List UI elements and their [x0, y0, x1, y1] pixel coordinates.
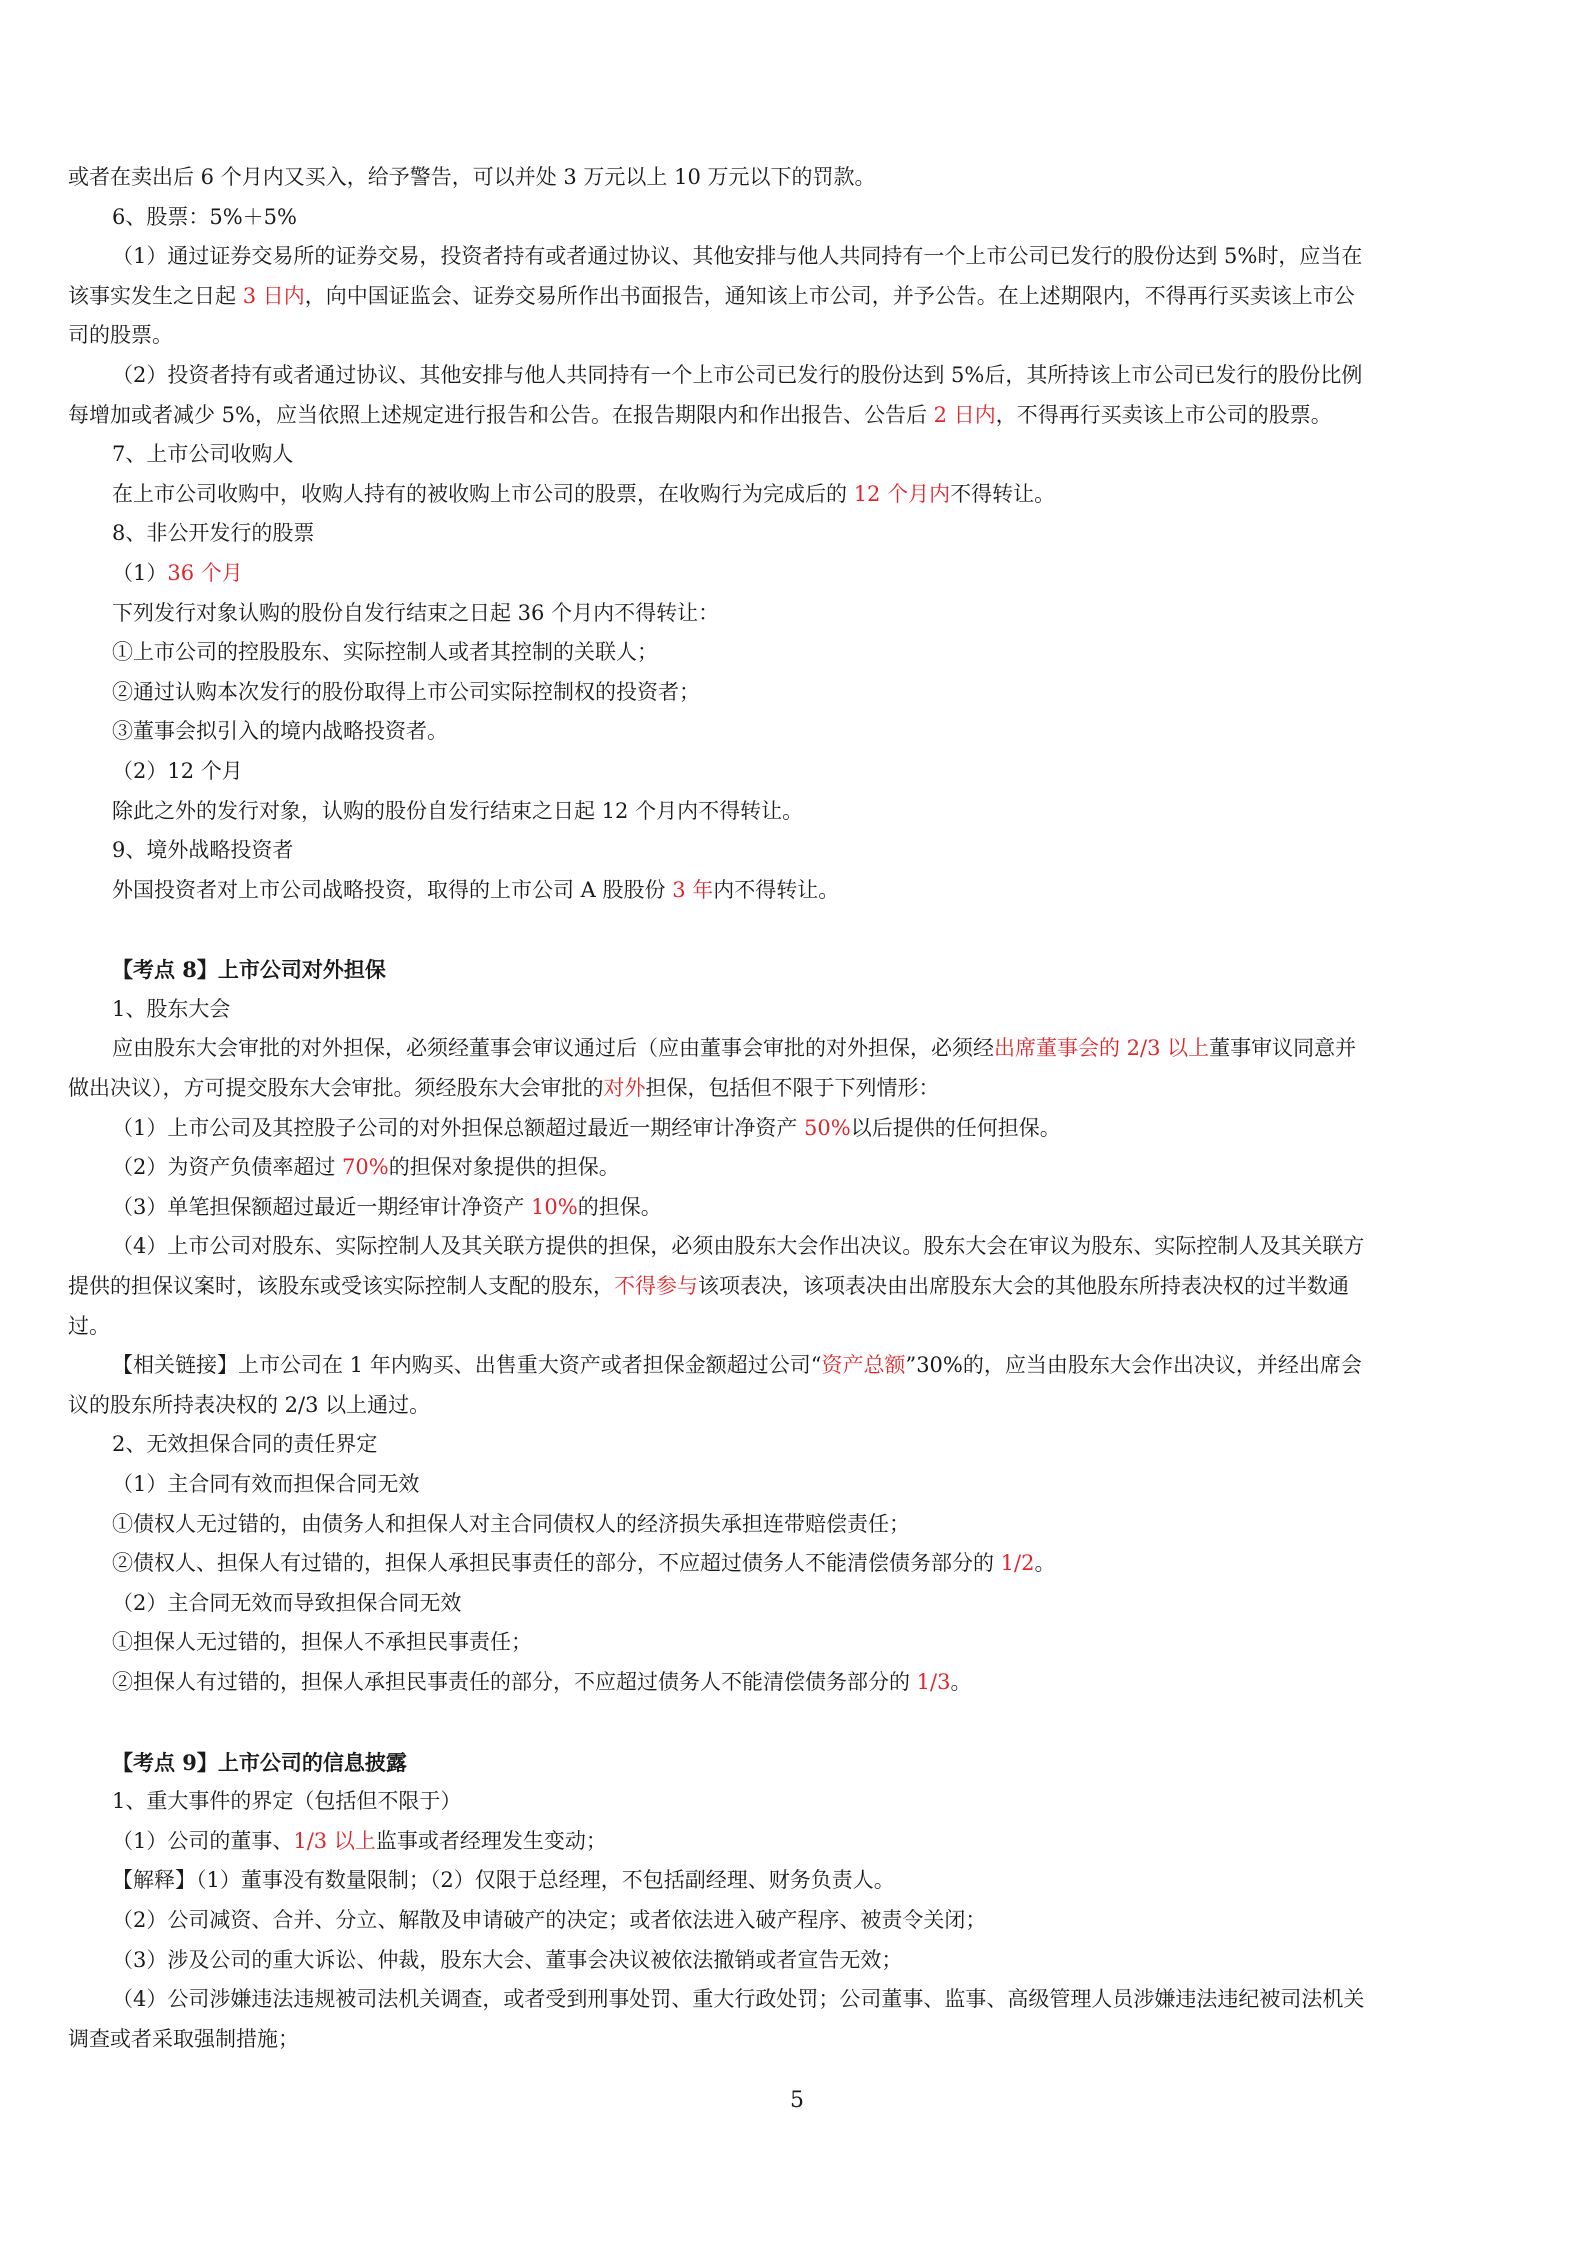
text-line — [68, 1109, 1528, 1149]
text-line — [68, 1861, 1528, 1901]
text-line — [68, 1505, 1528, 1545]
text-segment: 1、重大事件的界定（包括但不限于） — [112, 1789, 462, 1814]
highlighted-text: 50% — [804, 1115, 851, 1140]
text-line — [68, 1148, 1528, 1188]
text-segment: 除此之外的发行对象，认购的股份自发行结束之日起 12 个月内不得转让。 — [112, 798, 804, 823]
text-line — [68, 1346, 1528, 1386]
text-line — [68, 1980, 1528, 2020]
text-segment: ②担保人有过错的，担保人承担民事责任的部分，不应超过债务人不能清偿债务部分的 — [112, 1669, 917, 1694]
text-line — [68, 396, 1528, 436]
text-segment: 。 — [950, 1669, 972, 1694]
text-segment: 【相关链接】上市公司在 1 年内购买、出售重大资产或者担保金额超过公司“ — [112, 1353, 822, 1378]
text-line — [68, 1029, 1528, 1069]
text-segment: （1）通过证券交易所的证券交易，投资者持有或者通过协议、其他安排与他人共同持有一个上市公司已发行的股份达到 5%时，应当在 — [112, 244, 1363, 269]
text-segment: 应由股东大会审批的对外担保，必须经董事会审议通过后（应由董事会审批的对外担保，必须经 — [112, 1036, 994, 1061]
text-line — [68, 1227, 1528, 1267]
text-segment: ①担保人无过错的，担保人不承担民事责任； — [112, 1630, 532, 1655]
text-line — [68, 792, 1528, 832]
text-line — [68, 1544, 1528, 1584]
text-segment: 内不得转让。 — [713, 877, 840, 902]
text-segment: 监事或者经理发生变动； — [375, 1828, 607, 1853]
text-segment: （1）上市公司及其控股子公司的对外担保总额超过最近一期经审计净资产 — [112, 1115, 805, 1140]
text-line — [68, 1069, 1528, 1109]
text-segment: （2）投资者持有或者通过协议、其他安排与他人共同持有一个上市公司已发行的股份达到 5%后，其所持该上市公司已发行的股份比例 — [112, 362, 1363, 387]
text-line — [68, 1941, 1528, 1981]
text-segment: （2）主合同无效而导致担保合同无效 — [112, 1590, 462, 1615]
text-segment: 过。 — [68, 1313, 110, 1338]
text-segment: ②债权人、担保人有过错的，担保人承担民事责任的部分，不应超过债务人不能清偿债务部分的 — [112, 1551, 1001, 1576]
text-line — [68, 1425, 1528, 1465]
text-line — [68, 831, 1528, 871]
text-line — [68, 1267, 1528, 1307]
text-line — [68, 1623, 1528, 1663]
text-line — [68, 514, 1528, 554]
text-line — [68, 1465, 1528, 1505]
highlighted-text: 出席董事会的 2/3 以上 — [994, 1036, 1210, 1061]
text-segment: 以后提供的任何担保。 — [850, 1115, 1061, 1140]
text-segment: 7、上市公司收购人 — [112, 442, 294, 467]
highlighted-text: 70% — [342, 1155, 389, 1180]
highlighted-text: 36 个月 — [167, 560, 243, 585]
text-segment: （1） — [112, 560, 168, 585]
text-segment: 调查或者采取强制措施； — [68, 2026, 299, 2051]
section-heading — [68, 950, 1528, 990]
section-heading — [68, 1743, 1528, 1783]
text-segment: ①债权人无过错的，由债务人和担保人对主合同债权人的经济损失承担连带赔偿责任； — [112, 1511, 910, 1536]
text-segment: （4）公司涉嫌违法违规被司法机关调查，或者受到刑事处罚、重大行政处罚；公司董事、监事、高级管理人员涉嫌违法违纪被司法机关 — [112, 1987, 1365, 2012]
text-segment: 8、非公开发行的股票 — [112, 521, 315, 546]
text-line — [68, 990, 1528, 1030]
text-segment: （2）公司减资、合并、分立、解散及申请破产的决定；或者依法进入破产程序、被责令关闭； — [112, 1907, 987, 1932]
text-segment: 或者在卖出后 6 个月内又买入，给予警告，可以并处 3 万元以上 10 万元以下的罚款。 — [68, 165, 876, 189]
text-line — [68, 475, 1528, 515]
text-segment: 担保，包括但不限于下列情形： — [645, 1076, 940, 1101]
text-segment: （3）涉及公司的重大诉讼、仲裁，股东大会、董事会决议被依法撤销或者宣告无效； — [112, 1947, 903, 1972]
highlighted-text: 不得参与 — [614, 1274, 698, 1299]
text-line — [68, 1822, 1528, 1862]
highlighted-text: 1/3 — [916, 1669, 951, 1694]
highlighted-text: 2 日内 — [933, 402, 996, 427]
highlighted-text: 对外 — [603, 1076, 646, 1101]
text-line — [68, 1307, 1528, 1347]
text-line — [68, 237, 1528, 277]
text-line — [68, 1386, 1528, 1426]
text-segment: 外国投资者对上市公司战略投资，取得的上市公司 A 股股份 — [112, 877, 673, 902]
highlighted-text: 资产总额 — [821, 1353, 906, 1378]
text-segment: 。 — [1034, 1551, 1056, 1576]
highlighted-text: 12 个月内 — [853, 481, 951, 506]
highlighted-text: 1/2 — [1000, 1551, 1035, 1576]
text-segment: ②通过认购本次发行的股份取得上市公司实际控制权的投资者； — [112, 679, 700, 704]
text-segment: ③董事会拟引入的境内战略投资者。 — [112, 719, 448, 744]
text-line — [68, 277, 1528, 317]
text-segment: （2）12 个月 — [112, 758, 243, 783]
text-segment: 议的股东所持表决权的 2/3 以上通过。 — [68, 1392, 431, 1417]
text-segment: 董事审议同意并 — [1209, 1036, 1357, 1061]
section-gap — [68, 910, 1528, 950]
text-segment: 下列发行对象认购的股份自发行结束之日起 36 个月内不得转让： — [112, 600, 720, 625]
highlighted-text: 1/3 以上 — [293, 1828, 376, 1853]
text-segment: 的担保对象提供的担保。 — [388, 1155, 620, 1180]
text-line — [68, 1663, 1528, 1703]
text-segment: 做出决议），方可提交股东大会审批。须经股东大会审批的 — [68, 1076, 604, 1101]
text-segment: 的担保。 — [577, 1194, 662, 1219]
text-segment: 每增加或者减少 5%，应当依照上述规定进行报告和公告。在报告期限内和作出报告、公告后 — [68, 402, 934, 427]
text-segment: 【考点 8】上市公司对外担保 — [112, 957, 386, 983]
text-line — [68, 198, 1528, 238]
text-line — [68, 435, 1528, 475]
text-line — [68, 1901, 1528, 1941]
text-line — [68, 356, 1528, 396]
text-line — [68, 1782, 1528, 1822]
text-line — [68, 633, 1528, 673]
text-segment: 1、股东大会 — [112, 996, 231, 1021]
highlighted-text: 10% — [531, 1194, 578, 1219]
text-segment: 【考点 9】上市公司的信息披露 — [112, 1749, 407, 1775]
text-segment: ”30%的，应当由股东大会作出决议，并经出席会 — [905, 1353, 1362, 1378]
text-line — [68, 752, 1528, 792]
text-segment: （1）主合同有效而担保合同无效 — [112, 1472, 420, 1496]
text-segment: （4）上市公司对股东、实际控制人及其关联方提供的担保，必须由股东大会作出决议。股东大会在审议为股东、实际控制人及其关联方 — [112, 1234, 1365, 1259]
page-body — [68, 158, 1528, 2059]
text-segment: （2）为资产负债率超过 — [112, 1155, 343, 1180]
text-segment: 在上市公司收购中，收购人持有的被收购上市公司的股票，在收购行为完成后的 — [112, 481, 854, 506]
text-segment: 2、无效担保合同的责任界定 — [112, 1432, 378, 1457]
text-line — [68, 316, 1528, 356]
text-segment: 该项表决，该项表决由出席股东大会的其他股东所持表决权的过半数通 — [698, 1274, 1349, 1299]
text-line — [68, 1584, 1528, 1624]
text-line — [68, 1188, 1528, 1228]
text-segment: 不得转让。 — [950, 481, 1056, 506]
text-line — [68, 712, 1528, 752]
text-segment: 6、股票：5%＋5% — [112, 204, 297, 229]
text-segment: ①上市公司的控股股东、实际控制人或者其控制的关联人； — [112, 640, 658, 665]
text-segment: 提供的担保议案时，该股东或受该实际控制人支配的股东， — [68, 1274, 614, 1299]
page-number: 5 — [790, 2088, 804, 2113]
text-segment: 【解释】（1）董事没有数量限制；（2）仅限于总经理，不包括副经理、财务负责人。 — [112, 1868, 895, 1893]
text-segment: ，不得再行买卖该上市公司的股票。 — [995, 402, 1332, 427]
text-line — [68, 2020, 1528, 2060]
text-line — [68, 158, 1528, 198]
text-segment: 该事实发生之日起 — [68, 283, 243, 308]
text-segment: （3）单笔担保额超过最近一期经审计净资产 — [112, 1194, 532, 1219]
section-gap — [68, 1703, 1528, 1743]
highlighted-text: 3 日内 — [242, 283, 305, 308]
text-line — [68, 594, 1528, 634]
text-segment: （1）公司的董事、 — [112, 1828, 294, 1853]
highlighted-text: 3 年 — [672, 877, 714, 902]
text-segment: 9、境外战略投资者 — [112, 838, 294, 863]
text-line — [68, 554, 1528, 594]
text-line — [68, 871, 1528, 911]
text-segment: ，向中国证监会、证券交易所作出书面报告，通知该上市公司，并予公告。在上述期限内，不得再行买卖该上市公 — [304, 283, 1355, 308]
text-line — [68, 673, 1528, 713]
text-segment: 司的股票。 — [68, 323, 173, 348]
